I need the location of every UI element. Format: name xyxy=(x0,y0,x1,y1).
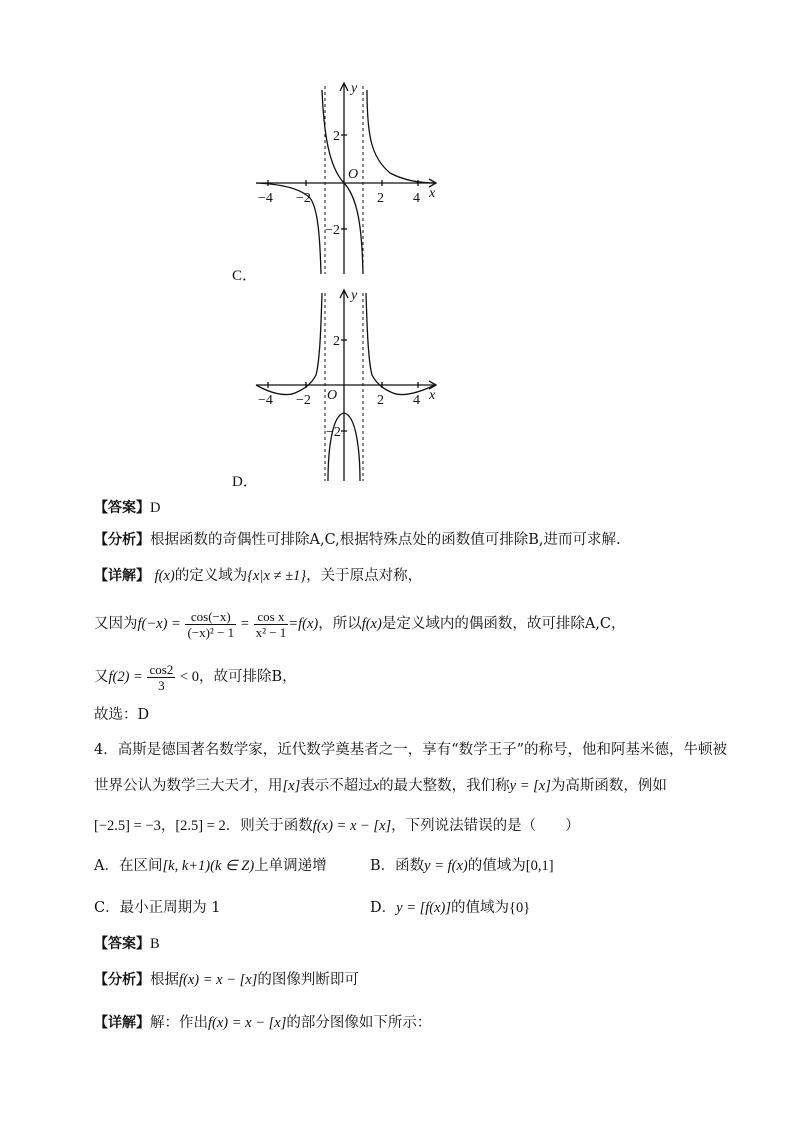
math-fx: =f(x) xyxy=(288,616,319,632)
x-tick-label: −4 xyxy=(258,191,273,206)
equals: = xyxy=(240,616,249,632)
text: 又 xyxy=(94,669,109,685)
curve-right-branch xyxy=(367,90,435,183)
x-tick-label: −2 xyxy=(296,191,311,206)
y-tick-label: −2 xyxy=(325,223,340,238)
curve-right-branch xyxy=(366,293,435,395)
x-tick-label: 2 xyxy=(377,191,384,206)
text: ， xyxy=(160,818,176,834)
x-tick-label: 2 xyxy=(377,393,384,408)
denominator: x² − 1 xyxy=(255,624,287,640)
q3-analysis xyxy=(94,530,621,550)
text: 根据 xyxy=(150,972,179,988)
graph-option-c xyxy=(250,78,445,278)
answer-tag: 【答案】 xyxy=(94,936,150,952)
text: 又因为 xyxy=(94,616,138,632)
x-tick-label: 4 xyxy=(413,393,420,408)
math-function-def: f(x) = x − [x] xyxy=(208,1015,287,1031)
y-axis-label: y xyxy=(351,81,358,96)
y-tick-label: −2 xyxy=(326,425,341,440)
q4-option-b xyxy=(370,856,554,876)
text: 的图像判断即可 xyxy=(257,972,359,988)
curve-left-branch xyxy=(256,293,322,395)
text: ．则关于函数 xyxy=(225,818,313,834)
fraction-1 xyxy=(185,609,236,640)
detail-tag: 【详解】 xyxy=(94,568,150,584)
analysis-text: 根据函数的奇偶性可排除A,C,根据特殊点处的函数值可排除B,进而可求解. xyxy=(150,532,621,548)
math-floor-fx: y = [f(x)] xyxy=(396,900,452,916)
text: 是定义域内的偶函数，故可排除A,C， xyxy=(381,616,626,632)
q3-detail-line-1 xyxy=(94,566,422,586)
analysis-tag: 【分析】 xyxy=(94,532,150,548)
x-tick-label: −4 xyxy=(258,393,273,408)
x-tick-label: 4 xyxy=(413,191,420,206)
math-example-1: [−2.5] = −3 xyxy=(94,818,161,834)
numerator: cos2 xyxy=(149,661,174,677)
math-f-neg-x: f(−x) = xyxy=(137,616,181,632)
q3-conclusion: 故选：D xyxy=(94,707,150,723)
denominator: (−x)² − 1 xyxy=(187,624,235,640)
math-range: {0} xyxy=(509,900,531,916)
math-fx: f(x) xyxy=(361,616,382,632)
text: A．在区间 xyxy=(94,858,163,874)
text: 世界公认为数学三大天才，用 xyxy=(94,778,283,794)
y-axis-label: y xyxy=(351,288,358,303)
less-than-zero: < 0 xyxy=(179,669,199,685)
text: D． xyxy=(370,900,397,916)
q4-option-c: C．最小正周期为 1 xyxy=(94,900,221,916)
origin-label: O xyxy=(327,388,338,403)
q4-detail xyxy=(94,1013,431,1033)
math-gauss-function: y = [x] xyxy=(509,778,551,794)
fraction-2 xyxy=(254,609,289,640)
q4-stem-line-3 xyxy=(94,816,580,836)
text: ，所以 xyxy=(318,616,362,632)
option-d-label: D． xyxy=(232,474,258,490)
option-c-label: C． xyxy=(232,268,258,284)
q3-detail-line-3 xyxy=(94,660,297,694)
q4-stem-line-2 xyxy=(94,776,667,796)
numerator: cos(−x) xyxy=(185,609,236,625)
origin-label: O xyxy=(348,167,359,182)
q3-detail-line-2 xyxy=(94,607,626,641)
text: 的值域为 xyxy=(467,858,526,874)
math-interval: [k, k+1)(k ∈ Z) xyxy=(162,858,255,874)
analysis-tag: 【分析】 xyxy=(94,972,150,988)
math-floor-x: [x] xyxy=(282,778,301,794)
text: ，下列说法错误的是（ ） xyxy=(391,818,580,834)
math-function-def: f(x) = x − [x] xyxy=(179,972,258,988)
q4-analysis xyxy=(94,970,359,990)
x-tick-label: −2 xyxy=(296,393,311,408)
q3-answer xyxy=(94,498,160,518)
text: 的最大整数，我们称 xyxy=(379,778,510,794)
graph-option-d xyxy=(250,285,445,485)
answer-tag: 【答案】 xyxy=(94,500,150,516)
y-tick-label: 2 xyxy=(333,334,340,349)
q4-answer xyxy=(94,934,160,954)
text: B．函数 xyxy=(370,858,425,874)
text: 解：作出 xyxy=(150,1015,208,1031)
fraction-3 xyxy=(147,662,175,693)
q4-stem-line-1: 4．高斯是德国著名数学家，近代数学奠基者之一，享有“数学王子”的称号，他和阿基米德，牛顿被 xyxy=(94,742,728,758)
curve-middle-branch xyxy=(322,90,363,274)
x-axis-label: x xyxy=(429,186,436,201)
denominator: 3 xyxy=(158,677,165,693)
answer-value: D xyxy=(150,500,161,516)
y-tick-label: 2 xyxy=(333,129,340,144)
numerator: cos x xyxy=(254,609,289,625)
math-f2: f(2) = xyxy=(108,669,143,685)
math-x: x xyxy=(372,778,380,794)
math-y-fx: y = f(x) xyxy=(424,858,468,874)
math-range: [0,1] xyxy=(525,858,554,874)
math-domain: {x|x ≠ ±1} xyxy=(247,568,307,584)
text: ，故可排除B， xyxy=(198,669,297,685)
text: 的定义域为 xyxy=(174,568,248,584)
text: ，关于原点对称， xyxy=(306,568,423,584)
detail-tag: 【详解】 xyxy=(94,1015,150,1031)
text: 的部分图像如下所示： xyxy=(286,1015,432,1031)
q4-option-a xyxy=(94,856,327,876)
q4-option-d xyxy=(370,898,530,918)
math-example-2: [2.5] = 2 xyxy=(175,818,226,834)
text: 为高斯函数，例如 xyxy=(550,778,667,794)
text: 上单调递增 xyxy=(254,858,327,874)
text: 的值域为 xyxy=(451,900,510,916)
text: 表示不超过 xyxy=(300,778,373,794)
x-axis-label: x xyxy=(429,388,436,403)
answer-value: B xyxy=(150,936,160,952)
math-fx: f(x) xyxy=(154,568,175,584)
math-function-def: f(x) = x − [x] xyxy=(312,818,392,834)
